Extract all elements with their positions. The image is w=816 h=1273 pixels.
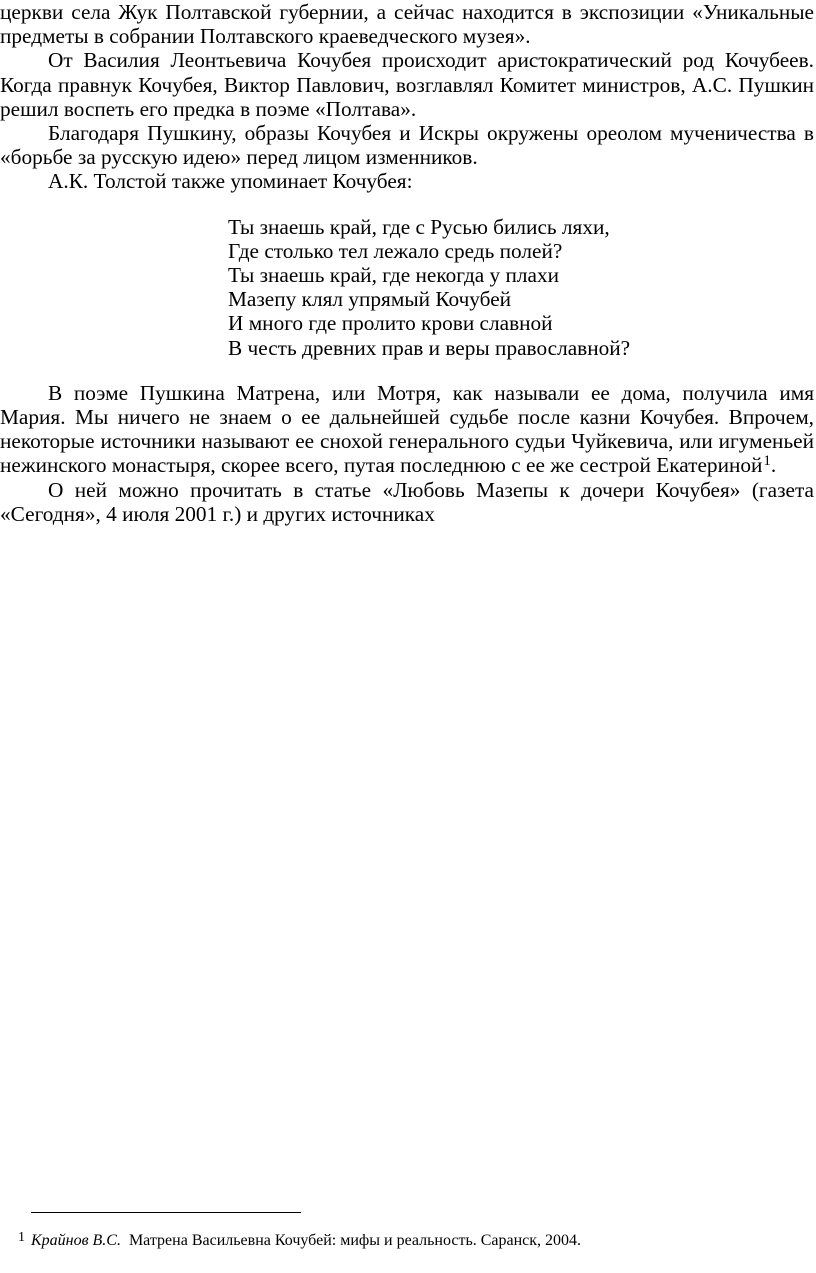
paragraph-matrena: [0, 381, 814, 478]
poem-line: Мазепу клял упрямый Кочубей: [228, 287, 512, 312]
poem-line: Ты знаешь край, где с Русью бились ляхи,: [228, 214, 610, 239]
poem-line: В честь древних прав и веры православной?: [228, 335, 631, 360]
body-text: [0, 0, 814, 526]
paragraph-sources: О ней можно прочитать в статье «Любовь Мазепы к дочери Кочубея» (газета «Сегодня», 4 июля 2001 г.) и других источниках: [0, 477, 814, 526]
poem-line: И много где пролито крови славной: [228, 311, 553, 336]
paragraph-matrena-text: В поэме Пушкина Матрена, или Мотря, как называли ее дома, получила имя Мария. Мы ничего не знаем о ее дальнейшей судьбе после казни Кочубея. Впрочем, некоторые источники называют ее снохой генерального судьи Чуйкевича, или игуменьей нежинского монастыря, скорее всего, путая последнюю с ее же сестрой Екатериной: [0, 380, 814, 478]
poem-line: Где столько тел лежало средь полей?: [228, 238, 563, 263]
paragraph-pushkin-images: Благодаря Пушкину, образы Кочубея и Искры окружены ореолом мученичества в «борьбе за русскую идею» перед лицом изменников.: [0, 121, 814, 170]
paragraph-matrena-end: .: [770, 453, 777, 478]
paragraph-tolstoy-intro: А.К. Толстой также упоминает Кочубея:: [48, 169, 413, 194]
footnote-number: 1: [18, 1230, 25, 1245]
poem-quote: [228, 215, 814, 360]
footnote-text: Матрена Васильевна Кочубей: мифы и реальность. Саранск, 2004.: [128, 1232, 582, 1249]
paragraph-kochubey-family: От Василия Леонтьевича Кочубея происходит аристократический род Кочубеев. Когда правнук Кочубея, Виктор Павлович, возглавлял Комитет министров, А.С. Пушкин решил воспеть его предка в поэме «Полтава».: [0, 48, 814, 121]
paragraph-museum: церкви села Жук Полтавской губернии, а сейчас находится в экспозиции «Уникальные предметы в собрании Полтавского краеведческого музея».: [0, 0, 814, 49]
footnote: [18, 1228, 581, 1251]
poem-line: Ты знаешь край, где некогда у плахи: [228, 263, 560, 288]
footnote-author: Крайнов В.С.: [31, 1232, 121, 1249]
footnote-reference[interactable]: 1: [763, 453, 771, 470]
footnote-separator: [31, 1212, 301, 1213]
